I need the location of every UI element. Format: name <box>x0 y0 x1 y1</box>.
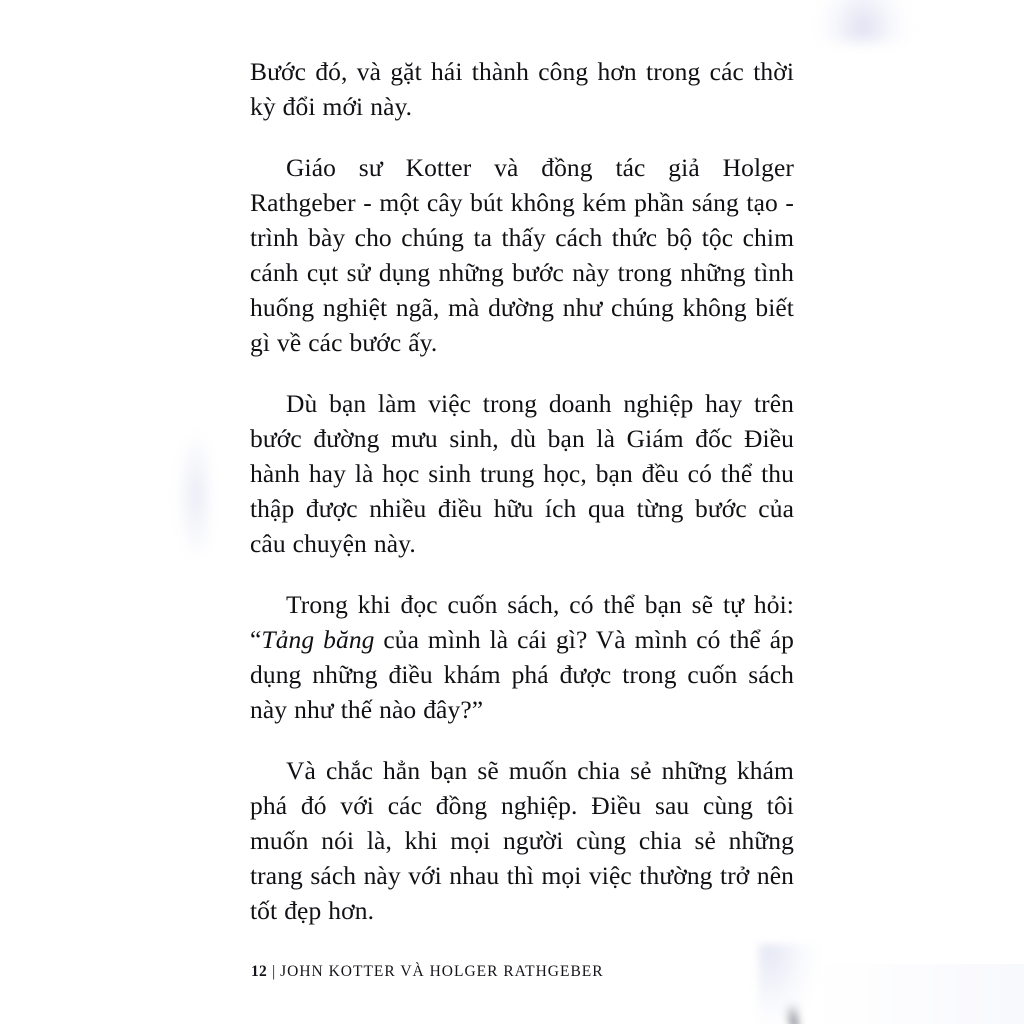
paragraph-4 <box>250 587 794 727</box>
paragraph-5: Và chắc hẳn bạn sẽ muốn chia sẻ những khám phá đó với các đồng nghiệp. Điều sau cùng tôi muốn nói là, khi mọi người cùng chia sẻ những trang sách này với nhau thì mọi việc thường trở nên tốt đẹp hơn. <box>250 756 794 925</box>
paragraph-1: Bước đó, và gặt hái thành công hơn trong các thời kỳ đổi mới này. <box>250 57 794 121</box>
body-text-block <box>250 54 794 928</box>
scan-tint-left-edge <box>176 430 210 560</box>
paragraph-4-tail-text: của mình là cái gì? Và mình có thể áp dụng những điều khám phá được trong cuốn sách này như thế nào đây?” <box>250 625 794 724</box>
book-title-emphasis: Tảng băng <box>261 625 375 654</box>
page-curl-shadow-icon <box>758 944 818 1024</box>
page-footer <box>251 962 604 982</box>
paragraph-4-lead-text: Trong khi đọc cuốn sách, có thể bạn sẽ tự hỏi: “ <box>250 590 794 654</box>
footer-authors: JOHN KOTTER VÀ HOLGER RATHGEBER <box>280 963 604 980</box>
scan-tint-top-right <box>818 0 908 42</box>
paragraph-2: Giáo sư Kotter và đồng tác giả Holger Rathgeber - một cây bút không kém phần sáng tạo - trình bày cho chúng ta thấy cách thức bộ tộc chim cánh cụt sử dụng những bước này trong những tình huống nghiệt ngã, mà dường như chúng không biết gì về các bước ấy. <box>250 153 794 357</box>
footer-separator: | <box>272 963 277 980</box>
page-number: 12 <box>251 963 268 980</box>
scan-tint-bottom-right <box>814 964 1024 1024</box>
paragraph-3: Dù bạn làm việc trong doanh nghiệp hay trên bước đường mưu sinh, dù bạn là Giám đốc Điều hành hay là học sinh trung học, bạn đều có thể thu thập được nhiều điều hữu ích qua từng bước của câu chuyện này. <box>250 389 794 558</box>
